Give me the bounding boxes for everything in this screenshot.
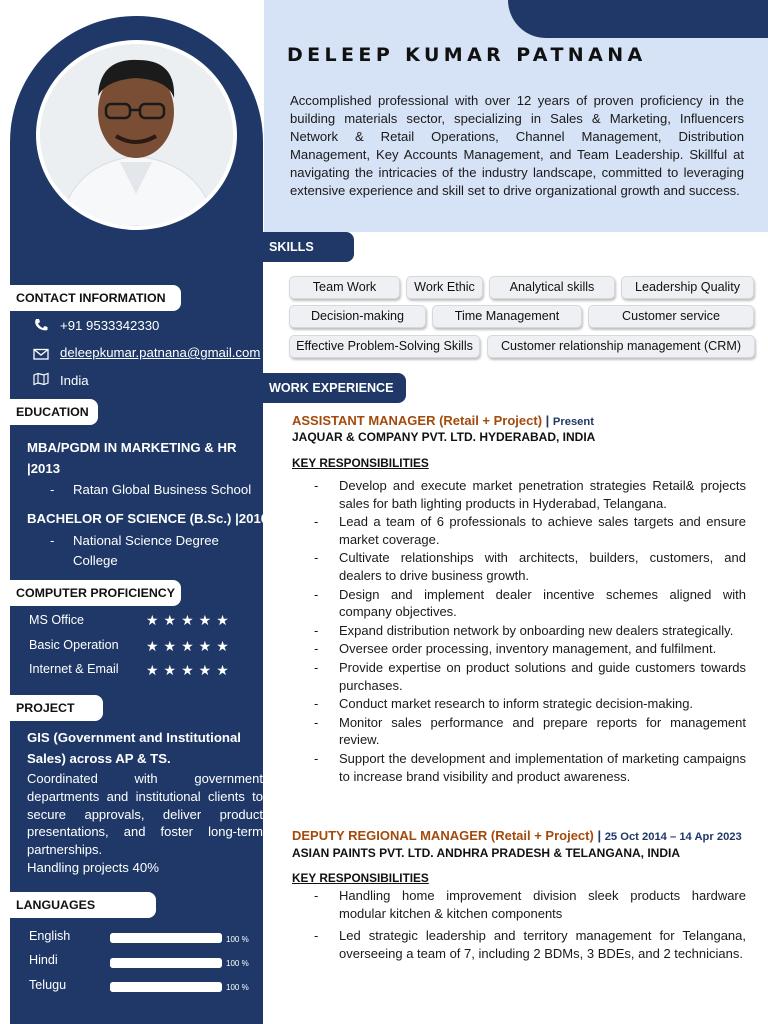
- degree-title: MBA/PGDM IN MARKETING & HR: [27, 440, 237, 455]
- responsibility-list: [314, 477, 746, 786]
- skill-label: Internet & Email: [29, 662, 119, 676]
- location: India: [60, 373, 89, 388]
- mail-icon: [33, 347, 49, 361]
- education-heading: EDUCATION: [10, 399, 98, 425]
- skill-chip: Analytical skills: [489, 276, 615, 299]
- list-item: - Cultivate relationships with architects, builders, customers, and dealers to drive business growth.: [314, 549, 746, 584]
- project-title: GIS (Government and Institutional: [27, 730, 241, 745]
- project-heading: PROJECT: [10, 695, 103, 721]
- skill-chip: Leadership Quality: [621, 276, 754, 299]
- skill-chip: Time Management: [432, 305, 582, 328]
- project-description: Coordinated with government departments and institutional clients to secure approvals, deliver product presentations, and foster long-term partnerships.: [27, 771, 263, 858]
- degree-year: |2013: [27, 461, 61, 476]
- skill-label: Basic Operation: [29, 638, 119, 652]
- list-item: - Oversee order processing, inventory management, and fulfilment.: [314, 640, 746, 658]
- language-level-bar: [110, 982, 222, 992]
- skill-chip: Work Ethic: [406, 276, 483, 299]
- skill-chip: Decision-making: [289, 305, 426, 328]
- list-item: - Led strategic leadership and territory management for Telangana, overseeing a team of 7, including 2 BDMs, 3 BDEs, and 2 technicians.: [314, 927, 746, 962]
- language-percent: 100 %: [226, 935, 249, 944]
- email-link[interactable]: deleepkumar.patnana@gmail.com: [60, 345, 261, 360]
- skill-chip: Effective Problem-Solving Skills: [289, 335, 480, 358]
- list-item: - Design and implement dealer incentive schemes aligned with company objectives.: [314, 586, 746, 621]
- list-item-dash: -: [50, 533, 55, 548]
- rating-stars: ★★★★★: [146, 638, 234, 654]
- language-level-fill: [110, 982, 222, 992]
- job-date: 25 Oct 2014 – 14 Apr 2023: [604, 831, 742, 843]
- company-name: JAQUAR & COMPANY PVT. LTD. HYDERABAD, INDIA: [292, 430, 596, 444]
- language-level-fill: [110, 933, 222, 943]
- map-icon: [33, 372, 49, 386]
- list-item: - Develop and execute market penetration strategies Retail& projects sales for bath lighting products in Hyderabad, Telangana.: [314, 477, 746, 512]
- school-name-cont: College: [73, 553, 118, 568]
- work-experience-heading: WORK EXPERIENCE: [263, 373, 406, 403]
- languages-heading: LANGUAGES: [10, 892, 156, 918]
- project-handling: Handling projects 40%: [27, 860, 159, 875]
- key-responsibilities-label: KEY RESPONSIBILITIES: [292, 456, 429, 470]
- language-level-bar: [110, 958, 222, 968]
- list-item: - Provide expertise on product solutions and guide customers towards purchases.: [314, 659, 746, 694]
- contact-heading: CONTACT INFORMATION: [10, 285, 181, 311]
- job-title-text: DEPUTY REGIONAL MANAGER (Retail + Project): [292, 828, 594, 843]
- job-title: [292, 828, 742, 843]
- key-responsibilities-label: KEY RESPONSIBILITIES: [292, 871, 429, 885]
- job-title: [292, 413, 594, 428]
- list-item-dash: -: [50, 482, 55, 497]
- candidate-name: DELEEP KUMAR PATNANA: [287, 44, 647, 66]
- language-label: Telugu: [29, 978, 67, 992]
- skills-heading: SKILLS: [263, 232, 354, 262]
- corner-decoration: [508, 0, 768, 38]
- rating-stars: ★★★★★: [146, 662, 234, 678]
- language-level-fill: [110, 958, 222, 968]
- list-item: - Monitor sales performance and prepare reports for management review.: [314, 714, 746, 749]
- job-date: Present: [552, 416, 594, 428]
- school-name: Ratan Global Business School: [73, 482, 252, 497]
- degree-title: BACHELOR OF SCIENCE (B.Sc.) |2010: [27, 511, 269, 526]
- school-name: National Science Degree: [73, 533, 219, 548]
- language-label: English: [29, 929, 71, 943]
- list-item: - Conduct market research to inform strategic decision-making.: [314, 695, 746, 713]
- language-percent: 100 %: [226, 959, 249, 968]
- list-item: - Lead a team of 6 professionals to achieve sales targets and ensure market coverage.: [314, 513, 746, 548]
- rating-stars: ★★★★★: [146, 612, 234, 628]
- language-level-bar: [110, 933, 222, 943]
- skill-chip: Team Work: [289, 276, 400, 299]
- profile-summary: Accomplished professional with over 12 years of proven proficiency in the building materials sector, specializing in Sales & Marketing, Influencers Network & Retail Operations, Channel Management, Distribution Management, Key Accounts Management, and Team Leadership. Skillful at navigating the intricacies of the industry landscape, committed to leveraging extensive experience and skill set to drive organizational growth and success.: [290, 93, 744, 198]
- list-item: - Expand distribution network by onboarding new dealers strategically.: [314, 622, 746, 640]
- skill-chip: Customer relationship management (CRM): [487, 335, 755, 358]
- computer-proficiency-heading: COMPUTER PROFICIENCY: [10, 580, 181, 606]
- skill-label: MS Office: [29, 613, 85, 627]
- job-separator: |: [593, 828, 605, 843]
- language-percent: 100 %: [226, 983, 249, 992]
- skill-chip: Customer service: [588, 305, 754, 328]
- project-title-cont: Sales) across AP & TS.: [27, 751, 171, 766]
- responsibility-list: [314, 887, 746, 963]
- language-label: Hindi: [29, 953, 58, 967]
- phone-number[interactable]: +91 9533342330: [60, 318, 160, 333]
- profile-photo: [36, 40, 237, 230]
- job-title-text: ASSISTANT MANAGER (Retail + Project): [292, 413, 543, 428]
- company-name: ASIAN PAINTS PVT. LTD. ANDHRA PRADESH & TELANGANA, INDIA: [292, 846, 681, 860]
- list-item: - Support the development and implementation of marketing campaigns to increase brand visibility and product awareness.: [314, 750, 746, 785]
- list-item: - Handling home improvement division sleek products hardware modular kitchen & kitchen components: [314, 887, 746, 922]
- job-separator: |: [542, 413, 553, 428]
- phone-icon: [33, 318, 49, 332]
